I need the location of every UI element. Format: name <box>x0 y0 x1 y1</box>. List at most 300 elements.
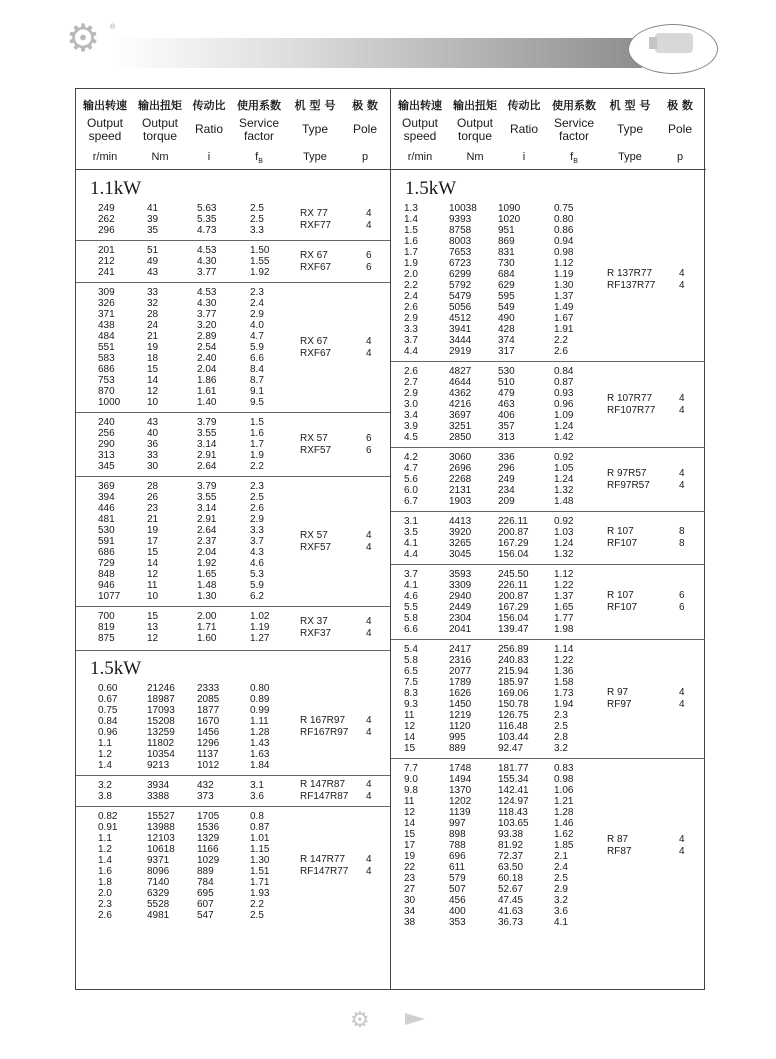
speed-cell: 848 <box>98 569 115 580</box>
factor-cell: 1.5 <box>250 417 264 428</box>
ratio-cell: 1012 <box>197 760 220 771</box>
torque-cell: 5479 <box>449 291 472 302</box>
col-header-speed-en: Output speed <box>86 116 124 143</box>
pole-label: 4 <box>366 727 372 738</box>
type-label: RF167R97 <box>300 727 349 738</box>
pole-label: 8 <box>679 526 685 537</box>
speed-cell: 8.3 <box>404 688 418 699</box>
pole-label: 4 <box>366 347 372 359</box>
torque-cell: 1219 <box>449 710 472 721</box>
torque-cell: 26 <box>147 492 159 503</box>
table-row <box>76 331 390 342</box>
torque-cell: 1494 <box>449 774 472 785</box>
group-divider <box>76 806 390 807</box>
torque-cell: 33 <box>147 287 159 298</box>
col-header-speed-unit: r/min <box>92 151 118 163</box>
torque-cell: 19 <box>147 342 159 353</box>
speed-cell: 3.1 <box>404 516 418 527</box>
torque-cell: 1789 <box>449 677 472 688</box>
ratio-cell: 167.29 <box>498 602 529 613</box>
ratio-cell: 1.60 <box>197 633 217 644</box>
table-row <box>76 364 390 375</box>
factor-cell: 1.37 <box>554 591 574 602</box>
ratio-cell: 103.44 <box>498 732 529 743</box>
table-row <box>391 785 705 796</box>
product-badge <box>628 24 718 74</box>
ratio-cell: 831 <box>498 247 515 258</box>
speed-cell: 700 <box>98 611 115 622</box>
torque-cell: 36 <box>147 439 159 450</box>
ratio-cell: 3.79 <box>197 417 217 428</box>
torque-cell: 30 <box>147 461 159 472</box>
torque-cell: 3251 <box>449 421 472 432</box>
factor-cell: 9.1 <box>250 386 264 397</box>
speed-cell: 23 <box>404 873 416 884</box>
table-row <box>76 225 390 236</box>
factor-cell: 2.5 <box>554 873 568 884</box>
ratio-cell: 549 <box>498 302 515 313</box>
ratio-cell: 1.65 <box>197 569 217 580</box>
factor-cell: 4.3 <box>250 547 264 558</box>
group-divider <box>391 511 705 512</box>
factor-cell: 2.2 <box>554 335 568 346</box>
gear-icon: ⚙ <box>350 1007 370 1032</box>
factor-cell: 2.4 <box>554 862 568 873</box>
table-row <box>76 492 390 503</box>
table-row <box>76 375 390 386</box>
factor-cell: 3.2 <box>554 895 568 906</box>
factor-cell: 2.3 <box>554 710 568 721</box>
speed-cell: 686 <box>98 364 115 375</box>
gear-icon: ⚙ <box>66 18 101 60</box>
pole-label: 8 <box>679 538 685 549</box>
ratio-cell: 428 <box>498 324 515 335</box>
speed-cell: 0.82 <box>98 811 118 822</box>
torque-cell: 19 <box>147 525 159 536</box>
table-row <box>391 862 705 873</box>
ratio-cell: 2.40 <box>197 353 217 364</box>
torque-cell: 400 <box>449 906 466 917</box>
torque-cell: 41 <box>147 203 159 214</box>
type-label: RXF57 <box>300 444 332 456</box>
table-row <box>391 335 705 346</box>
speed-cell: 6.0 <box>404 485 418 496</box>
factor-cell: 9.5 <box>250 397 264 408</box>
speed-cell: 1.1 <box>98 833 112 844</box>
torque-cell: 10 <box>147 591 159 602</box>
speed-cell: 530 <box>98 525 115 536</box>
col-header-speed-cn: 输出转速 <box>398 99 442 112</box>
speed-cell: 4.6 <box>404 591 418 602</box>
ratio-cell: 695 <box>197 888 214 899</box>
factor-cell: 1.55 <box>250 256 270 267</box>
ratio-cell: 1166 <box>197 844 219 855</box>
table-row <box>76 569 390 580</box>
factor-cell: 0.92 <box>554 452 574 463</box>
pole-label: 4 <box>366 866 372 877</box>
ratio-cell: 432 <box>197 780 214 791</box>
table-row <box>391 624 705 635</box>
speed-cell: 0.67 <box>98 694 118 705</box>
torque-cell: 15 <box>147 611 159 622</box>
col-header-speed-en: Output speed <box>401 116 439 143</box>
factor-cell: 5.9 <box>250 580 264 591</box>
factor-cell: 1.49 <box>554 302 574 313</box>
factor-cell: 1.50 <box>250 245 270 256</box>
factor-cell: 1.02 <box>250 611 270 622</box>
table-row <box>391 421 705 432</box>
ratio-cell: 1.48 <box>197 580 217 591</box>
factor-cell: 2.1 <box>554 851 568 862</box>
speed-cell: 4.2 <box>404 452 418 463</box>
page-footer <box>0 1005 776 1059</box>
speed-cell: 0.96 <box>98 727 118 738</box>
torque-cell: 8003 <box>449 236 472 247</box>
factor-cell: 1.65 <box>554 602 574 613</box>
torque-cell: 40 <box>147 428 159 439</box>
speed-cell: 2.0 <box>98 888 112 899</box>
table-row <box>391 763 705 774</box>
col-header-factor-cn: 使用系数 <box>552 99 596 112</box>
torque-cell: 7140 <box>147 877 170 888</box>
ratio-cell: 1.71 <box>197 622 217 633</box>
torque-cell: 10038 <box>449 203 477 214</box>
torque-cell: 3060 <box>449 452 472 463</box>
group-divider <box>391 447 705 448</box>
speed-cell: 1.9 <box>404 258 418 269</box>
factor-cell: 1.91 <box>554 324 574 335</box>
ratio-cell: 2.64 <box>197 525 217 536</box>
type-label: RF107 <box>607 602 638 613</box>
table-row <box>391 452 705 463</box>
factor-cell: 4.1 <box>554 917 568 928</box>
factor-cell: 1.93 <box>250 888 270 899</box>
torque-cell: 12 <box>147 386 159 397</box>
speed-cell: 481 <box>98 514 115 525</box>
factor-cell: 0.87 <box>250 822 270 833</box>
ratio-cell: 3.79 <box>197 481 217 492</box>
table-row <box>76 309 390 320</box>
col-header-type-cn: 机 型 号 <box>609 99 651 112</box>
type-label: RX 57 <box>300 529 328 541</box>
speed-cell: 11 <box>404 710 415 721</box>
ratio-cell: 156.04 <box>498 613 529 624</box>
speed-cell: 38 <box>404 917 416 928</box>
speed-cell: 9.8 <box>404 785 418 796</box>
type-label: RF147R87 <box>300 791 349 802</box>
speed-cell: 22 <box>404 862 416 873</box>
table-row <box>76 877 390 888</box>
ratio-cell: 156.04 <box>498 549 529 560</box>
ratio-cell: 510 <box>498 377 515 388</box>
factor-cell: 1.24 <box>554 421 574 432</box>
ratio-cell: 200.87 <box>498 591 529 602</box>
group-divider <box>391 361 705 362</box>
speed-cell: 686 <box>98 547 115 558</box>
factor-cell: 0.99 <box>250 705 270 716</box>
factor-cell: 1.73 <box>554 688 574 699</box>
torque-cell: 18 <box>147 353 159 364</box>
factor-cell: 1.27 <box>250 633 270 644</box>
ratio-cell: 181.77 <box>498 763 529 774</box>
torque-cell: 13259 <box>147 727 175 738</box>
factor-cell: 1.46 <box>554 818 574 829</box>
factor-cell: 1.28 <box>554 807 574 818</box>
table-row <box>76 397 390 408</box>
pole-label: 4 <box>366 207 372 219</box>
factor-cell: 1.84 <box>250 760 270 771</box>
speed-cell: 241 <box>98 267 115 278</box>
torque-cell: 611 <box>449 862 465 873</box>
factor-cell: 1.43 <box>250 738 270 749</box>
torque-cell: 9393 <box>449 214 472 225</box>
torque-cell: 5056 <box>449 302 472 313</box>
col-header-type-en: Type <box>301 122 328 136</box>
col-header-torque-unit: Nm <box>151 151 169 163</box>
type-label: RX 67 <box>300 335 328 347</box>
table-row <box>391 602 705 613</box>
speed-cell: 6.6 <box>404 624 418 635</box>
torque-cell: 2696 <box>449 463 472 474</box>
ratio-cell: 5.63 <box>197 203 217 214</box>
factor-cell: 0.80 <box>250 683 270 694</box>
ratio-cell: 47.45 <box>498 895 524 906</box>
factor-cell: 2.5 <box>554 721 568 732</box>
factor-cell: 1.30 <box>250 855 270 866</box>
col-header-torque-cn: 输出扭矩 <box>138 99 182 112</box>
ratio-cell: 155.34 <box>498 774 529 785</box>
torque-cell: 21 <box>147 331 159 342</box>
factor-cell: 1.11 <box>250 716 269 727</box>
factor-cell: 1.01 <box>250 833 270 844</box>
ratio-cell: 317 <box>498 346 515 357</box>
speed-cell: 551 <box>98 342 115 353</box>
group-divider <box>391 639 705 640</box>
selection-table <box>75 88 705 990</box>
torque-cell: 3934 <box>147 780 170 791</box>
torque-cell: 2850 <box>449 432 472 443</box>
type-label: RXF67 <box>300 261 332 273</box>
torque-cell: 4362 <box>449 388 472 399</box>
table-row <box>76 811 390 822</box>
col-header-pole-unit: p <box>676 151 684 163</box>
power-title: 1.5kW <box>405 178 457 199</box>
speed-cell: 1.2 <box>98 749 112 760</box>
factor-cell: 1.48 <box>554 496 574 507</box>
ratio-cell: 4.73 <box>197 225 217 236</box>
group-divider <box>76 606 390 607</box>
ratio-cell: 72.37 <box>498 851 524 862</box>
table-row <box>391 269 705 280</box>
pole-label: 4 <box>679 268 685 279</box>
table-row <box>391 324 705 335</box>
torque-cell: 21246 <box>147 683 175 694</box>
torque-cell: 4413 <box>449 516 472 527</box>
col-header-type-en: Type <box>616 122 643 136</box>
torque-cell: 11 <box>147 580 158 591</box>
table-row <box>76 417 390 428</box>
factor-cell: 1.98 <box>554 624 574 635</box>
factor-cell: 1.42 <box>554 432 574 443</box>
table-row <box>76 760 390 771</box>
speed-cell: 4.1 <box>404 538 418 549</box>
factor-cell: 2.8 <box>554 732 568 743</box>
speed-cell: 2.9 <box>404 388 418 399</box>
torque-cell: 51 <box>147 245 159 256</box>
col-header-torque-en: Output torque <box>141 116 179 143</box>
speed-cell: 17 <box>404 840 416 851</box>
table-row <box>76 580 390 591</box>
table-row <box>391 732 705 743</box>
factor-cell: 3.3 <box>250 225 264 236</box>
speed-cell: 394 <box>98 492 115 503</box>
speed-cell: 309 <box>98 287 115 298</box>
table-row <box>76 536 390 547</box>
speed-cell: 201 <box>98 245 115 256</box>
torque-cell: 9371 <box>147 855 170 866</box>
torque-cell: 15208 <box>147 716 175 727</box>
type-label: R 107 <box>607 526 634 537</box>
speed-cell: 3.9 <box>404 421 418 432</box>
table-row <box>391 688 705 699</box>
speed-cell: 34 <box>404 906 416 917</box>
table-row <box>76 214 390 225</box>
col-header-speed-unit: r/min <box>407 151 433 163</box>
speed-cell: 313 <box>98 450 115 461</box>
col-header-ratio-cn: 传动比 <box>192 99 226 112</box>
torque-cell: 997 <box>449 818 466 829</box>
speed-cell: 6.7 <box>404 496 418 507</box>
ratio-cell: 1536 <box>197 822 220 833</box>
factor-cell: 6.6 <box>250 353 264 364</box>
factor-cell: 5.3 <box>250 569 264 580</box>
factor-cell: 1.85 <box>554 840 574 851</box>
table-row <box>76 899 390 910</box>
speed-cell: 2.4 <box>404 291 418 302</box>
ratio-cell: 142.41 <box>498 785 529 796</box>
speed-cell: 11 <box>404 796 415 807</box>
torque-cell: 4512 <box>449 313 472 324</box>
type-label: R 107 <box>607 590 634 601</box>
type-label: R 137R77 <box>607 268 653 279</box>
table-row <box>76 547 390 558</box>
speed-cell: 1.8 <box>98 877 112 888</box>
speed-cell: 14 <box>404 732 416 743</box>
speed-cell: 5.5 <box>404 602 418 613</box>
factor-cell: 0.98 <box>554 247 574 258</box>
col-header-type-unit: Type <box>618 151 642 163</box>
table-row <box>76 298 390 309</box>
factor-cell: 1.67 <box>554 313 574 324</box>
type-label: RXF77 <box>300 219 332 231</box>
speed-cell: 1.6 <box>98 866 112 877</box>
table-row <box>76 525 390 536</box>
factor-cell: 0.89 <box>250 694 270 705</box>
torque-cell: 6299 <box>449 269 472 280</box>
table-row <box>391 591 705 602</box>
type-label: RX 37 <box>300 615 328 627</box>
torque-cell: 8758 <box>449 225 472 236</box>
factor-cell: 0.98 <box>554 774 574 785</box>
table-row <box>391 851 705 862</box>
torque-cell: 1903 <box>449 496 472 507</box>
factor-cell: 1.62 <box>554 829 574 840</box>
table-row <box>391 818 705 829</box>
factor-cell: 4.0 <box>250 320 264 331</box>
speed-cell: 0.84 <box>98 716 118 727</box>
torque-cell: 3265 <box>449 538 472 549</box>
speed-cell: 1077 <box>98 591 121 602</box>
table-row <box>76 633 390 644</box>
type-label: RF107 <box>607 538 638 549</box>
table-row <box>391 474 705 485</box>
col-header-factor-cn: 使用系数 <box>237 99 281 112</box>
table-row <box>391 346 705 357</box>
speed-cell: 5.4 <box>404 644 418 655</box>
torque-cell: 5792 <box>449 280 472 291</box>
torque-cell: 2268 <box>449 474 472 485</box>
torque-cell: 17093 <box>147 705 175 716</box>
torque-cell: 2131 <box>449 485 472 496</box>
ratio-cell: 1.92 <box>197 558 217 569</box>
torque-cell: 3593 <box>449 569 472 580</box>
ratio-cell: 215.94 <box>498 666 529 677</box>
table-row <box>391 366 705 377</box>
type-label: RXF37 <box>300 627 332 639</box>
factor-cell: 1.77 <box>554 613 574 624</box>
speed-cell: 369 <box>98 481 115 492</box>
speed-cell: 2.7 <box>404 377 418 388</box>
ratio-cell: 4.30 <box>197 256 217 267</box>
factor-cell: 3.3 <box>250 525 264 536</box>
speed-cell: 4.4 <box>404 549 418 560</box>
ratio-cell: 2.54 <box>197 342 217 353</box>
speed-cell: 262 <box>98 214 115 225</box>
table-row <box>76 822 390 833</box>
type-label: RF147R77 <box>300 866 349 877</box>
speed-cell: 2.6 <box>404 302 418 313</box>
factor-cell: 0.80 <box>554 214 574 225</box>
table-row <box>391 807 705 818</box>
torque-cell: 4644 <box>449 377 472 388</box>
table-row <box>76 320 390 331</box>
type-label: RX 57 <box>300 432 328 444</box>
speed-cell: 2.6 <box>404 366 418 377</box>
pole-label: 4 <box>366 854 372 865</box>
factor-cell: 1.92 <box>250 267 270 278</box>
col-header-type-cn: 机 型 号 <box>294 99 336 112</box>
table-row <box>391 613 705 624</box>
table-row <box>76 386 390 397</box>
ratio-cell: 126.75 <box>498 710 529 721</box>
ratio-cell: 139.47 <box>498 624 529 635</box>
table-row <box>76 342 390 353</box>
torque-cell: 889 <box>449 743 466 754</box>
factor-cell: 0.87 <box>554 377 574 388</box>
speed-cell: 15 <box>404 743 416 754</box>
factor-cell: 1.94 <box>554 699 574 710</box>
torque-cell: 17 <box>147 536 159 547</box>
table-row <box>391 410 705 421</box>
table-row <box>391 743 705 754</box>
torque-cell: 4981 <box>147 910 170 921</box>
factor-cell: 1.58 <box>554 677 574 688</box>
ratio-cell: 2085 <box>197 694 220 705</box>
speed-cell: 2.9 <box>404 313 418 324</box>
table-row <box>391 906 705 917</box>
ratio-cell: 2.89 <box>197 331 217 342</box>
speed-cell: 6.5 <box>404 666 418 677</box>
